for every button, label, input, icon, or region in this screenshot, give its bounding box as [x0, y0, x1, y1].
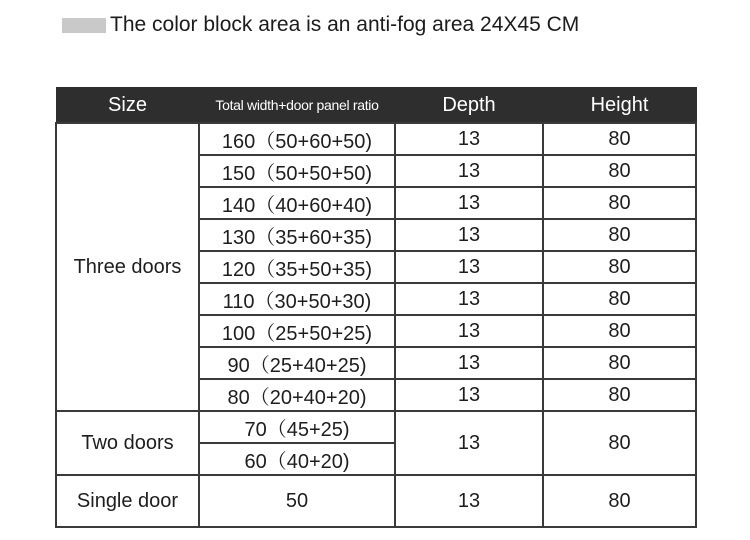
width-cell: 50: [199, 475, 395, 527]
height-cell: 80: [543, 283, 696, 315]
table-row: [56, 475, 696, 527]
table-row: [56, 123, 696, 155]
width-cell: 130（35+60+35): [199, 219, 395, 251]
width-cell: 160（50+60+50): [199, 123, 395, 155]
width-cell: 90（25+40+25): [199, 347, 395, 379]
height-cell: 80: [543, 315, 696, 347]
header-ratio: Total width+door panel ratio: [199, 88, 395, 124]
width-cell: 150（50+50+50): [199, 155, 395, 187]
depth-cell: 13: [395, 315, 543, 347]
height-cell: 80: [543, 219, 696, 251]
depth-cell: 13: [395, 379, 543, 411]
table-row: [56, 411, 696, 443]
height-cell: 80: [543, 251, 696, 283]
width-cell: 60（40+20): [199, 443, 395, 475]
height-cell: 80: [543, 187, 696, 219]
header-size: Size: [56, 88, 199, 124]
width-cell: 100（25+50+25): [199, 315, 395, 347]
height-cell: 80: [543, 411, 696, 475]
table-header-row: [56, 88, 696, 124]
depth-cell: 13: [395, 123, 543, 155]
height-cell: 80: [543, 155, 696, 187]
height-cell: 80: [543, 347, 696, 379]
width-cell: 120（35+50+35): [199, 251, 395, 283]
anti-fog-color-swatch: [62, 18, 106, 33]
depth-cell: 13: [395, 251, 543, 283]
header-depth: Depth: [395, 88, 543, 124]
width-cell: 110（30+50+30): [199, 283, 395, 315]
depth-cell: 13: [395, 283, 543, 315]
depth-cell: 13: [395, 187, 543, 219]
group-label-single-door: Single door: [56, 475, 199, 527]
height-cell: 80: [543, 123, 696, 155]
width-cell: 140（40+60+40): [199, 187, 395, 219]
legend: [62, 11, 579, 39]
width-cell: 80（20+40+20): [199, 379, 395, 411]
header-height: Height: [543, 88, 696, 124]
height-cell: 80: [543, 475, 696, 527]
width-cell: 70（45+25): [199, 411, 395, 443]
height-cell: 80: [543, 379, 696, 411]
depth-cell: 13: [395, 347, 543, 379]
depth-cell: 13: [395, 475, 543, 527]
legend-text: The color block area is an anti-fog area 24X45 CM: [110, 13, 580, 36]
group-label-two-doors: Two doors: [56, 411, 199, 475]
group-label-three-doors: Three doors: [56, 123, 199, 411]
depth-cell: 13: [395, 155, 543, 187]
depth-cell: 13: [395, 219, 543, 251]
size-spec-table: [55, 87, 697, 528]
depth-cell: 13: [395, 411, 543, 475]
